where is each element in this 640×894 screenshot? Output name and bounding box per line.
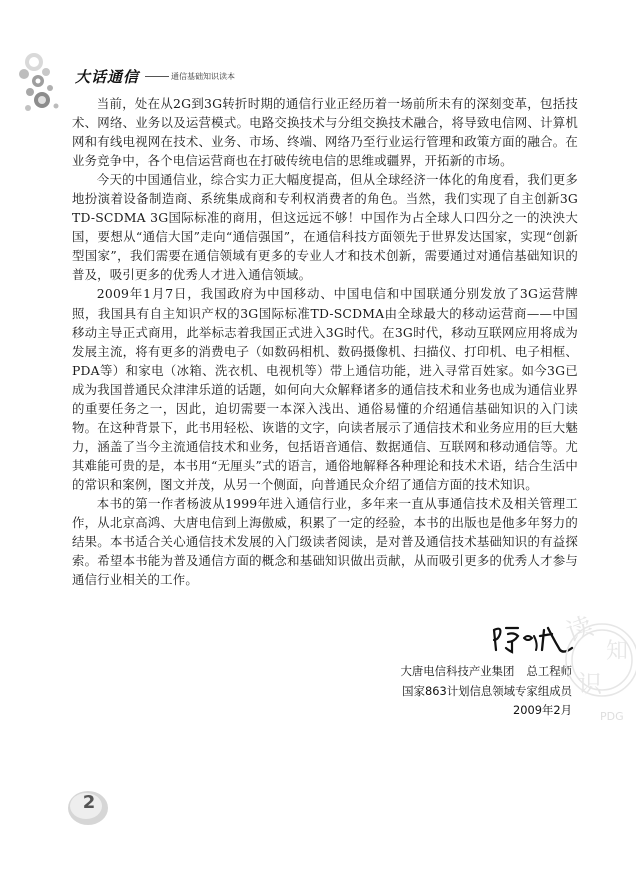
watermark-label: PDG <box>600 710 624 723</box>
preface-body <box>72 94 578 589</box>
watermark-char: 知 <box>606 639 629 664</box>
paragraph: 2009年1月7日，我国政府为中国移动、中国电信和中国联通分别发放了3G运营牌照，我国具有自主知识产权的3G国际标准TD-SCDMA由全球最大的移动运营商——中国移动主导正式商用，此举标志着我国正式进入3G时代。在3G时代，移动互联网应用将成为发展主流，将有更多的消费电子（如数码相机、数码摄像机、扫描仪、打印机、电子相框、PDA等）和家电（冰箱、洗衣机、电视机等）带上通信功能，进入寻常百姓家。如今3G已成为我国普通民众津津乐道的话题，如何向大众解释诸多的通信技术和业务也成为通信业界的重要任务之一，因此，迫切需要一本深入浅出、通俗易懂的介绍通信基础知识的入门读物。在这种背景下，此书用轻松、诙谐的文字，向读者展示了通信技术和业务应用的巨大魅力，涵盖了当今主流通信技术和业务，包括语音通信、数据通信、互联网和移动通信等。尤其难能可贵的是，本书用“无厘头”式的语言，通俗地解释各种理论和技术术语，结合生活中的常识和案例，图文并茂，从另一个侧面，向普通民众介绍了通信方面的技术知识。 <box>72 286 578 492</box>
page-number: 2 <box>82 792 96 813</box>
watermark-char: 识 <box>578 670 602 698</box>
header-ornament-icon <box>12 48 70 120</box>
book-logo: 大话通信 <box>75 68 140 86</box>
watermark-seal <box>556 600 636 750</box>
credit-title: 总工程师 <box>526 664 572 678</box>
credits <box>401 662 573 721</box>
credit-date: 2009年2月 <box>512 703 572 717</box>
paragraph: 当前，处在从2G到3G转折时期的通信行业正经历着一场前所未有的深刻变革，包括技术、网络、业务以及运营模式。电路交换技术与分组交换技术融合，将导致电信网、计算机网和有线电视网在技术、业务、市场、终端、网络乃至行业运行管理和政策方面的融合。在业务竞争中，各个电信运营商也在打破传统电信的思维或疆界，开拓新的市场。 <box>72 96 578 169</box>
watermark-char: 读 <box>562 611 598 649</box>
paragraph: 今天的中国通信业，综合实力正大幅度提高，但从全球经济一体化的角度看，我们更多地扮演着设备制造商、系统集成商和专利权消费者的角色。当然，我们实现了自主创新3G TD-SCDMA 3G国际标准的商用，但这远远不够！中国作为占全球人口四分之一的泱泱大国，要想从“通信大国”走向“通信强国”，在通信科技方面领先于世界发达国家，实现“创新型国家”，我们需要在通信领域有更多的专业人才和技术创新，需要通过对通信基础知识的普及，吸引更多的优秀人才进入通信领域。 <box>72 172 578 283</box>
paragraph: 本书的第一作者杨波从1999年进入通信行业，多年来一直从事通信技术及相关管理工作，从北京高鸿、大唐电信到上海傲威，积累了一定的经验，本书的出版也是他多年努力的结果。本书适合关心通信技术发展的入门级读者阅读，是对普及通信技术基础知识的有益探索。希望本书能为普及通信方面的概念和基础知识做出贡献，从而吸引更多的优秀人才参与通信行业相关的工作。 <box>72 495 578 588</box>
credit-organization: 大唐电信科技产业集团 <box>400 664 515 678</box>
book-subtitle <box>145 71 235 82</box>
book-subtitle-text: 通信基础知识读本 <box>171 72 235 81</box>
credit-line-organization <box>401 662 573 682</box>
credit-role: 国家863计划信息领域专家组成员 <box>402 683 572 698</box>
